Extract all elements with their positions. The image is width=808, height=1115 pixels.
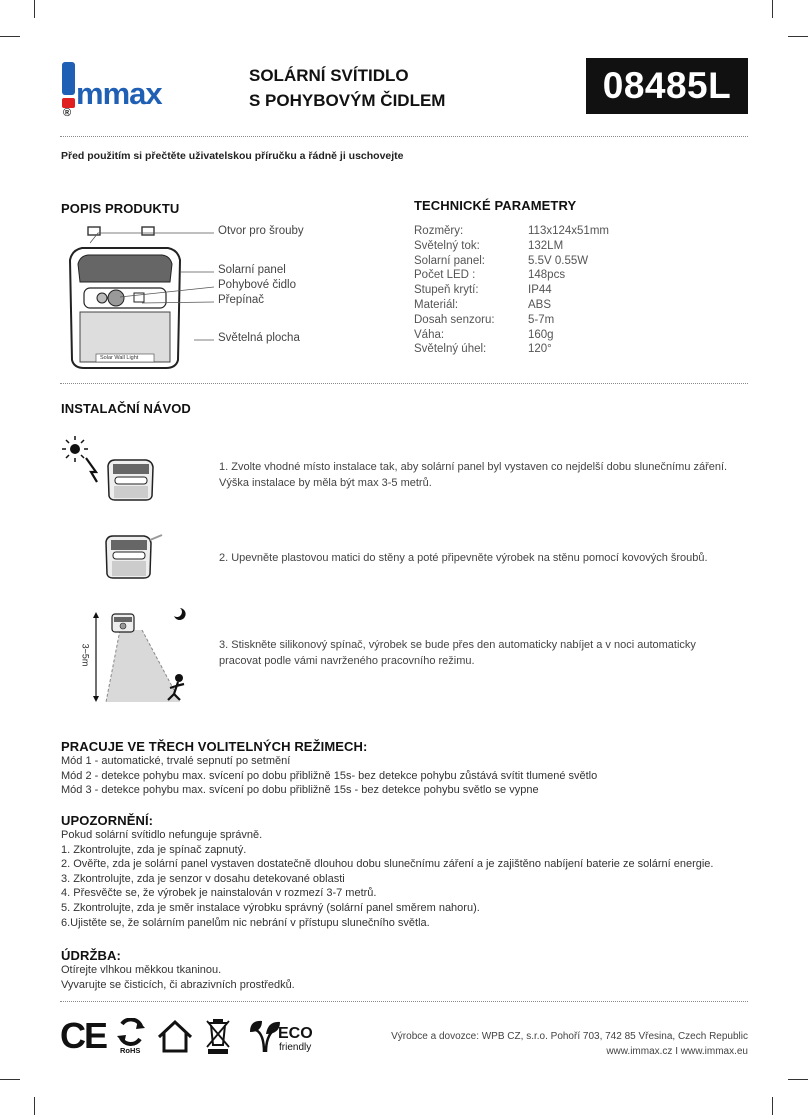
spec-label: Materiál: xyxy=(414,299,459,311)
spec-value: 113x124x51mm xyxy=(528,225,609,237)
install-heading: INSTALAČNÍ NÁVOD xyxy=(61,401,191,416)
callout-switch: Přepínač xyxy=(218,294,265,306)
crop-mark xyxy=(0,36,20,37)
spec-label: Světelný úhel: xyxy=(414,343,487,355)
install-step-2 xyxy=(219,550,708,566)
mode-line: Mód 1 - automatické, trvalé sepnutí po setmění xyxy=(61,755,291,767)
callout-lines xyxy=(90,225,218,350)
install-step2-illustration xyxy=(104,532,164,580)
install-step-1-line1: 1. Zvolte vhodné místo instalace tak, aby solární panel byl vystaven co nejdelší dobu slunečnímu záření. xyxy=(219,461,728,473)
install-step3-illustration xyxy=(80,608,199,704)
spec-label: Váha: xyxy=(414,329,445,341)
callout-motion-sensor: Pohybové čidlo xyxy=(218,279,296,291)
spec-value: 5-7m xyxy=(528,314,555,326)
warning-line: 6.Ujistěte se, že solárním panelům nic nebrání v přístupu slunečního světla. xyxy=(61,916,430,929)
crop-mark xyxy=(772,0,773,18)
spec-value: 148pcs xyxy=(528,269,566,281)
mode-line: Mód 3 - detekce pohybu max. svícení po dobu přibližně 15s - bez detekce pohybu světlo se vypne xyxy=(61,784,539,797)
warning-line: 4. Přesvěčte se, že výrobek je nainstalován v rozmezí 3-7 metrů. xyxy=(61,887,377,900)
description-heading: POPIS PRODUKTU xyxy=(61,201,180,216)
spec-value: 132LM xyxy=(528,240,564,252)
warning-line: 2. Ověřte, zda je solární panel vystaven dostatečně dlouhou dobu slunečnímu záření a je zajištěno nabíjení baterie ze solární energie. xyxy=(61,858,714,871)
title-line-1: SOLÁRNÍ SVÍTIDLO xyxy=(249,66,409,85)
weee-bin-icon xyxy=(205,1017,231,1055)
callout-solar-panel: Solarní panel xyxy=(218,264,286,276)
brand-logo xyxy=(60,60,200,122)
specs-heading: TECHNICKÉ PARAMETRY xyxy=(414,198,577,213)
spec-value: 5.5V 0.55W xyxy=(528,255,589,267)
spec-label: Stupeň krytí: xyxy=(414,284,479,296)
install-step-3-line2: pracovat podle vámi navrženého pracovního režimu. xyxy=(219,655,475,667)
rohs-icon xyxy=(114,1018,148,1058)
eco-friendly-badge xyxy=(246,1018,326,1058)
website-links[interactable]: www.immax.cz I www.immax.eu xyxy=(606,1046,748,1057)
spec-label: Solarní panel: xyxy=(414,255,485,267)
ce-mark-icon xyxy=(60,1015,107,1056)
install-step-3-line1: 3. Stiskněte silikonový spínač, výrobek se bude přes den automaticky nabíjet a v noci automaticky xyxy=(219,639,696,651)
brand-name: mmax xyxy=(76,76,162,111)
divider xyxy=(60,136,748,137)
divider xyxy=(60,383,748,384)
spec-label: Světelný tok: xyxy=(414,240,480,252)
intro-text: Před použitím si přečtěte uživatelskou příručku a řádně ji uschovejte xyxy=(61,150,404,162)
crop-mark xyxy=(34,1097,35,1115)
crop-mark xyxy=(0,1079,20,1080)
spec-label: Počet LED : xyxy=(414,269,476,281)
warning-line: 5. Zkontrolujte, zda je směr instalace výrobku správný (solární panel směrem nahoru). xyxy=(61,901,480,914)
spec-label: Dosah senzoru: xyxy=(414,314,495,326)
callout-light-surface: Světelná plocha xyxy=(218,332,300,344)
maintenance-line: Vyvarujte se čisticích, či abrazivních prostředků. xyxy=(61,978,295,991)
ce-mark-text: CE xyxy=(60,1015,107,1056)
spec-value: ABS xyxy=(528,299,552,311)
eco-friendly-text: friendly xyxy=(279,1042,312,1053)
maintenance-line: Otírejte vlhkou měkkou tkaninou. xyxy=(61,964,222,976)
product-code-box xyxy=(586,58,748,114)
device-label: Solar Wall Light xyxy=(100,355,139,361)
crop-mark xyxy=(788,1079,808,1080)
install-step-3 xyxy=(219,637,696,669)
warning-line: 3. Zkontrolujte, zda je senzor v dosahu detekované oblasti xyxy=(61,872,345,885)
callout-screw-hole: Otvor pro šrouby xyxy=(218,225,304,237)
spec-value: 160g xyxy=(528,329,554,341)
modes-heading: PRACUJE VE TŘECH VOLITELNÝCH REŽIMECH: xyxy=(61,739,368,754)
maintenance-heading: ÚDRŽBA: xyxy=(61,948,121,963)
spec-label: Rozměry: xyxy=(414,225,464,237)
rohs-text: RoHS xyxy=(120,1046,141,1055)
maintenance-list xyxy=(61,963,295,992)
warning-list xyxy=(61,828,713,930)
spec-value: IP44 xyxy=(528,284,552,296)
modes-list xyxy=(61,754,597,798)
install-step-2-line1: 2. Upevněte plastovou matici do stěny a poté připevněte výrobek na stěnu pomocí kovových šroubů. xyxy=(219,552,708,564)
product-code: 08485L xyxy=(602,65,732,106)
mode-line: Mód 2 - detekce pohybu max. svícení po dobu přibližně 15s- bez detekce pohybu zůstává svítit tlumené světlo xyxy=(61,769,598,782)
height-label: 3~5m xyxy=(80,643,91,667)
indoor-use-icon xyxy=(156,1019,194,1053)
spec-value: 120° xyxy=(528,343,552,355)
eco-text: ECO xyxy=(278,1025,313,1042)
divider xyxy=(60,1001,748,1002)
crop-mark xyxy=(772,1097,773,1115)
page-title xyxy=(249,63,445,113)
title-line-2: S POHYBOVÝM ČIDLEM xyxy=(249,91,446,110)
warning-line: Pokud solární svítidlo nefunguje správně. xyxy=(61,829,263,841)
install-step-1-line2: Výška instalace by měla být max 3-5 metrů. xyxy=(219,477,432,489)
install-step-1 xyxy=(219,459,727,491)
registered-mark: ® xyxy=(63,107,72,119)
manufacturer-info: Výrobce a dovozce: WPB CZ, s.r.o. Pohoří 703, 742 85 Vřesina, Czech Republic xyxy=(391,1031,748,1042)
warning-line: 1. Zkontrolujte, zda je spínač zapnutý. xyxy=(61,843,247,856)
crop-mark xyxy=(34,0,35,18)
crop-mark xyxy=(788,36,808,37)
install-step1-illustration xyxy=(60,434,160,504)
warning-heading: UPOZORNĚNÍ: xyxy=(61,813,154,828)
